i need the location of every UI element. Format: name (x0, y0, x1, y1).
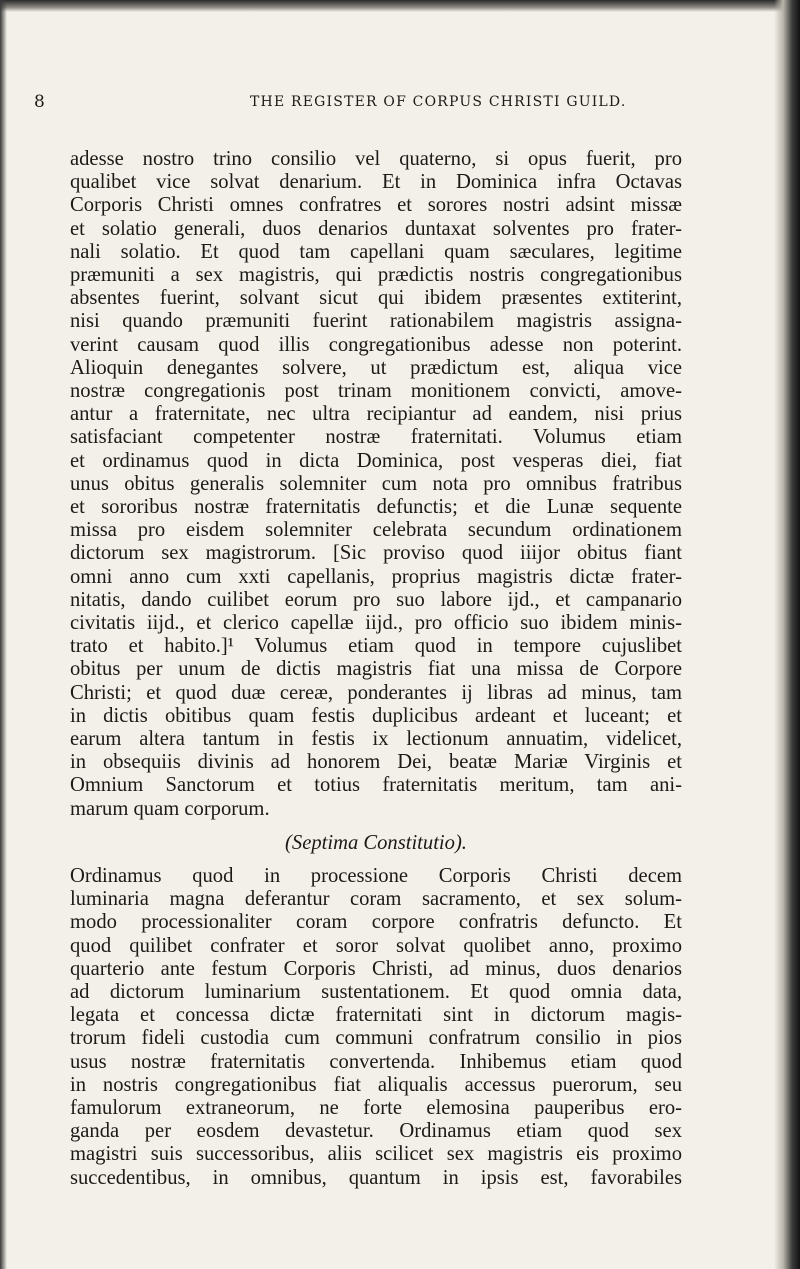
text-line: nitatis, dando cuilibet eorum pro suo labore ijd., et campanario (70, 588, 682, 611)
text-line: usus nostræ fraternitatis convertenda. Inhibemus etiam quod (70, 1050, 682, 1073)
text-line: civitatis iijd., et clerico capellæ iijd., pro officio suo ibidem minis- (70, 612, 682, 635)
text-line: verint causam quod illis congregationibus adesse non poterint. (70, 333, 682, 356)
text-line: obitus per unum de dictis magistris fiat una missa de Corpore (70, 658, 682, 681)
text-line: in obsequiis divinis ad honorem Dei, beatæ Mariæ Virginis et (70, 751, 682, 774)
text-line: ad dictorum luminarium sustentationem. Et quod omnia data, (70, 980, 682, 1003)
text-line: famulorum extraneorum, ne forte elemosina pauperibus ero- (70, 1096, 682, 1119)
text-line: satisfaciant competenter nostræ fraternitati. Volumus etiam (70, 426, 682, 449)
text-line: dictorum sex magistrorum. [Sic proviso quod iiijor obitus fiant (70, 542, 682, 565)
page-number: 8 (34, 92, 46, 112)
text-line: magistri suis successoribus, aliis scilicet sex magistris eis proximo (70, 1143, 682, 1166)
text-line: Corporis Christi omnes confratres et sorores nostri adsint missæ (70, 194, 682, 217)
text-line: et ordinamus quod in dicta Dominica, post vesperas diei, fiat (70, 449, 682, 472)
text-line: earum altera tantum in festis ix lectionum annuatim, videlicet, (70, 728, 682, 751)
text-line: antur a fraternitate, nec ultra recipiantur ad eandem, nisi prius (70, 403, 682, 426)
section-heading: (Septima Constitutio). (285, 831, 467, 854)
text-line: quarterio ante festum Corporis Christi, ad minus, duos denarios (70, 957, 682, 980)
text-line: missa pro eisdem solemniter celebrata secundum ordinationem (70, 519, 682, 542)
paragraph-2 (70, 865, 682, 1190)
text-line: in nostris congregationibus fiat aliqualis accessus puerorum, seu (70, 1073, 682, 1096)
text-line: quod quilibet confrater et soror solvat quolibet anno, proximo (70, 934, 682, 957)
running-title: THE REGISTER OF CORPUS CHRISTI GUILD. (250, 94, 627, 110)
text-line: unus obitus generalis solemniter cum nota pro omnibus fratribus (70, 472, 682, 495)
text-line: omni anno cum xxti capellanis, proprius magistris dictæ frater- (70, 565, 682, 588)
scan-shadow-right (774, 0, 800, 1269)
text-line: nisi quando præmuniti fuerint rationabilem magistris assigna- (70, 310, 682, 333)
paragraph-1 (70, 148, 682, 821)
text-line: succedentibus, in omnibus, quantum in ipsis est, favorabiles (70, 1166, 682, 1189)
text-line: qualibet vice solvat denarium. Et in Dominica infra Octavas (70, 171, 682, 194)
text-line: Alioquin denegantes solvere, ut prædictum est, aliqua vice (70, 356, 682, 379)
scan-shadow-top (0, 0, 800, 12)
heading-spacer (70, 821, 682, 831)
text-line: et solatio generali, duos denarios duntaxat solventes pro frater- (70, 217, 682, 240)
text-line: trorum fideli custodia cum communi confratrum consilio in pios (70, 1027, 682, 1050)
text-line: nostræ congregationis post trinam monitionem convicti, amove- (70, 380, 682, 403)
running-head (34, 92, 714, 116)
text-line: nali solatio. Et quod tam capellani quam sæculares, legitime (70, 240, 682, 263)
text-line: Christi; et quod duæ cereæ, ponderantes ij libras ad minus, tam (70, 681, 682, 704)
text-line: ganda per eosdem devastetur. Ordinamus etiam quod sex (70, 1120, 682, 1143)
text-line: trato et habito.]¹ Volumus etiam quod in tempore cujuslibet (70, 635, 682, 658)
text-line: absentes fuerint, solvant sicut qui ibidem præsentes extiterint, (70, 287, 682, 310)
text-line: legata et concessa dictæ fraternitati sint in dictorum magis- (70, 1004, 682, 1027)
scan-shadow-left (0, 0, 7, 1269)
text-line: marum quam corporum. (70, 797, 270, 820)
text-line: adesse nostro trino consilio vel quaterno, si opus fuerit, pro (70, 148, 682, 170)
page-body (70, 148, 682, 1190)
text-line: Omnium Sanctorum et totius fraternitatis meritum, tam ani- (70, 774, 682, 797)
text-line: et sororibus nostræ fraternitatis defunctis; et die Lunæ sequente (70, 496, 682, 519)
text-line: luminaria magna deferantur coram sacramento, et sex solum- (70, 888, 682, 911)
text-line: in dictis obitibus quam festis duplicibus ardeant et luceant; et (70, 704, 682, 727)
text-line: modo processionaliter coram corpore confratris defuncto. Et (70, 911, 682, 934)
text-line: præmuniti a sex magistris, qui prædictis nostris congregationibus (70, 264, 682, 287)
text-line: Ordinamus quod in processione Corporis Christi decem (70, 864, 682, 887)
